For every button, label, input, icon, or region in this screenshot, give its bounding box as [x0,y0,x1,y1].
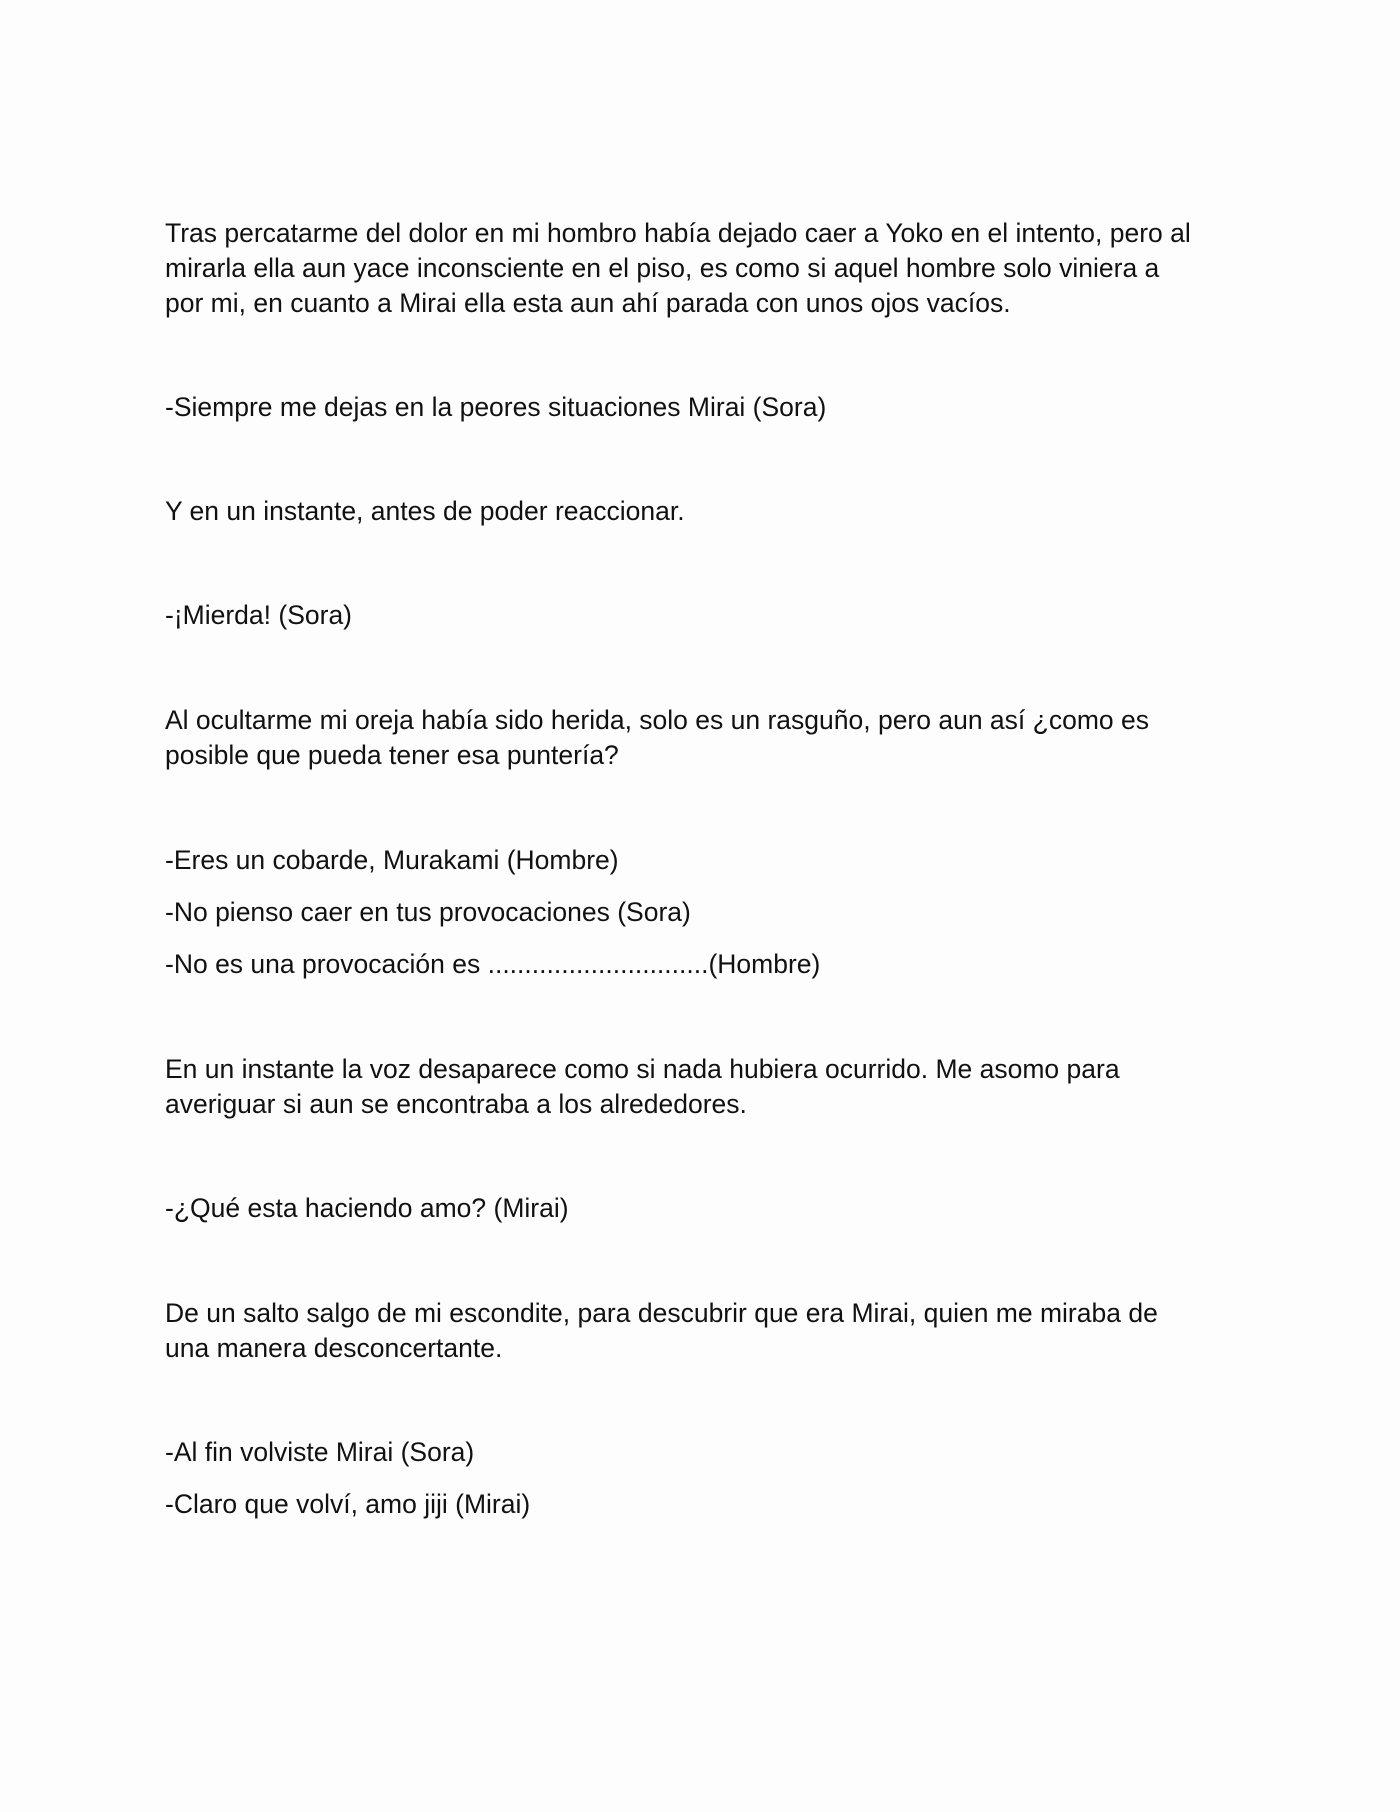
text-line: -Al fin volviste Mirai (Sora) [165,1437,475,1467]
text-line: posible que pueda tener esa puntería? [165,740,619,770]
dialogue-line [165,390,1245,425]
text-line: -No es una provocación es ..............................(Hombre) [165,949,821,979]
text-line: -Claro que volví, amo jiji (Mirai) [165,1489,531,1519]
narrative-paragraph [165,216,1245,321]
dialogue-line [165,1191,1245,1226]
narrative-paragraph [165,1052,1245,1122]
text-line: En un instante la voz desaparece como si nada hubiera ocurrido. Me asomo para [165,1054,1120,1084]
text-line: una manera desconcertante. [165,1333,503,1363]
text-line: mirarla ella aun yace inconsciente en el piso, es como si aquel hombre solo viniera a [165,253,1160,283]
dialogue-line [165,895,1245,930]
narrative-paragraph [165,703,1245,773]
dialogue-line [165,843,1245,878]
text-line: -Eres un cobarde, Murakami (Hombre) [165,845,619,875]
text-line: -¡Mierda! (Sora) [165,600,353,630]
dialogue-line [165,1435,1245,1470]
text-line: -¿Qué esta haciendo amo? (Mirai) [165,1193,569,1223]
dialogue-line [165,947,1245,982]
text-line: Al ocultarme mi oreja había sido herida, solo es un rasguño, pero aun así ¿como es [165,705,1149,735]
dialogue-line [165,1487,1245,1522]
text-line: -No pienso caer en tus provocaciones (Sora) [165,897,691,927]
text-line: averiguar si aun se encontraba a los alrededores. [165,1089,747,1119]
dialogue-line [165,598,1245,633]
text-line: De un salto salgo de mi escondite, para descubrir que era Mirai, quien me miraba de [165,1298,1158,1328]
narrative-paragraph [165,494,1245,529]
text-line: por mi, en cuanto a Mirai ella esta aun ahí parada con unos ojos vacíos. [165,288,1011,318]
text-line: Y en un instante, antes de poder reaccionar. [165,496,685,526]
text-line: Tras percatarme del dolor en mi hombro había dejado caer a Yoko en el intento, pero al [165,218,1191,248]
narrative-paragraph [165,1296,1245,1366]
text-line: -Siempre me dejas en la peores situaciones Mirai (Sora) [165,392,827,422]
